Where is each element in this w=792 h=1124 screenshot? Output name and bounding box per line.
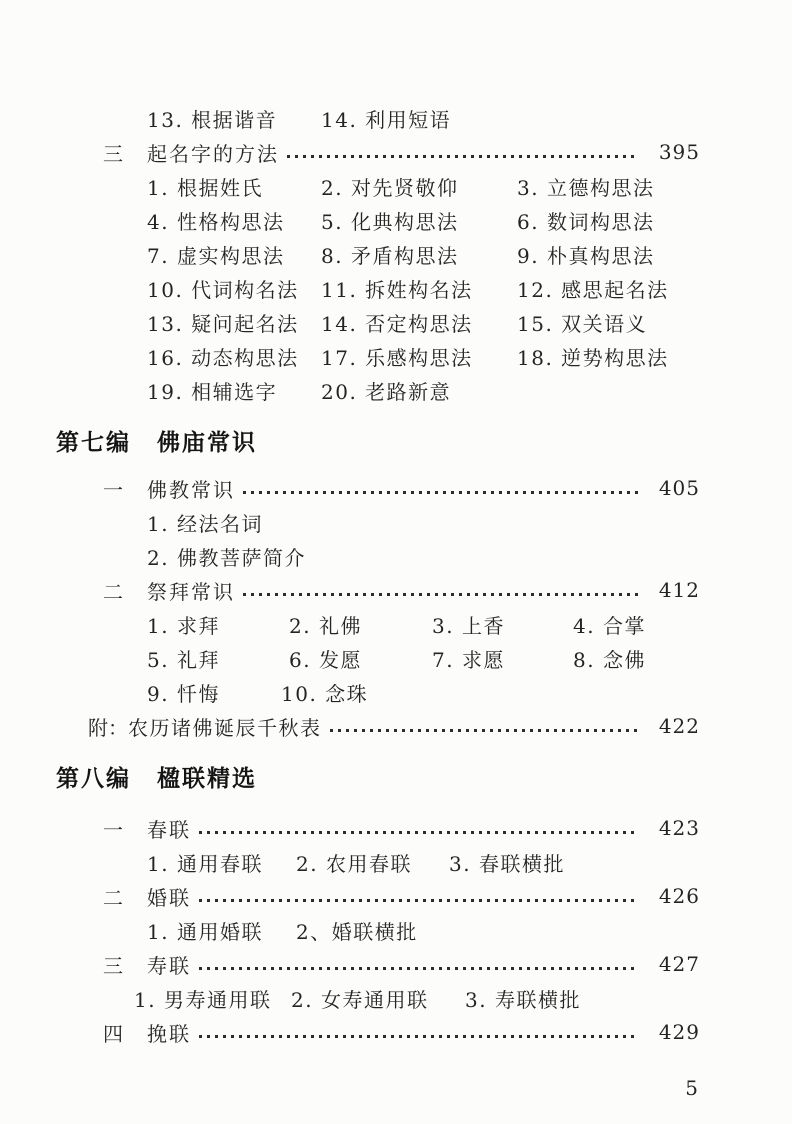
- chapter-heading: [0, 761, 792, 791]
- toc-entry-page-number: 412: [658, 578, 700, 602]
- toc-sub-item: 15. 双关语义: [517, 311, 648, 336]
- toc-sub-item: 3. 寿联横批: [465, 987, 581, 1012]
- toc-sub-items-row: [0, 539, 792, 573]
- dotted-leader: [199, 831, 638, 834]
- toc-sub-item: 12. 感思起名法: [517, 277, 669, 302]
- toc-sub-item: 19. 相辅选字: [147, 379, 278, 404]
- chapter-title: 佛庙常识: [157, 428, 257, 455]
- toc-sub-item: 10. 念珠: [281, 681, 369, 706]
- dotted-leader: [199, 1035, 638, 1038]
- toc-sub-item: 8. 矛盾构思法: [321, 243, 459, 268]
- toc-sub-item: 10. 代词构名法: [147, 277, 299, 302]
- chapter-title: 楹联精选: [157, 764, 257, 791]
- toc-sub-item: 5. 化典构思法: [321, 209, 459, 234]
- toc-sub-item: 20. 老路新意: [321, 379, 452, 404]
- toc-sub-item: 2. 礼佛: [289, 613, 362, 638]
- toc-sub-items-row: [0, 339, 792, 373]
- toc-sub-items-row: [0, 101, 792, 135]
- toc-entry-marker: 一: [103, 817, 123, 842]
- toc-sub-items-row: [0, 505, 792, 539]
- toc-sub-item: 2. 对先贤敬仰: [321, 175, 459, 200]
- dotted-leader: [199, 899, 638, 902]
- toc-sub-item: 16. 动态构思法: [147, 345, 299, 370]
- toc-entry: [0, 947, 792, 981]
- toc-entry-page-number: 426: [658, 884, 700, 908]
- toc-sub-item: 2. 农用春联: [296, 851, 412, 876]
- chapter-number: 第八编: [56, 764, 131, 791]
- toc-sub-items-row: [0, 913, 792, 947]
- toc-sub-item: 3. 上香: [432, 613, 505, 638]
- toc-sub-items-row: [0, 169, 792, 203]
- toc-entry-page-number: 395: [658, 140, 700, 164]
- toc-entry-marker: 二: [103, 579, 123, 604]
- toc-sub-items-row: [0, 203, 792, 237]
- toc-sub-item: 6. 数词构思法: [517, 209, 655, 234]
- toc-entry-title: 婚联: [147, 885, 191, 910]
- toc-entry: [0, 811, 792, 845]
- toc-entry-page-number: 429: [658, 1020, 700, 1044]
- toc-entry-marker: 三: [103, 141, 123, 166]
- toc-sub-item: 13. 疑问起名法: [147, 311, 299, 336]
- toc-sub-item: 14. 利用短语: [321, 107, 452, 132]
- toc-sub-item: 3. 春联横批: [449, 851, 565, 876]
- toc-entry-title: 挽联: [147, 1021, 191, 1046]
- toc-sub-items-row: [0, 981, 792, 1015]
- toc-sub-item: 1. 经法名词: [147, 511, 263, 536]
- dotted-leader: [243, 491, 638, 494]
- toc-appendix-entry: [0, 709, 792, 743]
- toc-sub-items-row: [0, 845, 792, 879]
- toc-entry-title: 祭拜常识: [147, 579, 235, 604]
- toc-sub-item: 4. 合掌: [573, 613, 646, 638]
- toc-entry-page-number: 405: [658, 476, 700, 500]
- toc-sub-item: 11. 拆姓构名法: [321, 277, 473, 302]
- dotted-leader: [287, 155, 638, 158]
- toc-sub-item: 18. 逆势构思法: [517, 345, 669, 370]
- toc-sub-items-row: [0, 641, 792, 675]
- toc-entry-title: 农历诸佛诞辰千秋表: [128, 715, 322, 740]
- chapter-heading: [0, 425, 792, 455]
- toc-entry-marker: 二: [103, 885, 123, 910]
- dotted-leader: [199, 967, 638, 970]
- toc-sub-item: 2. 佛教菩萨简介: [147, 545, 306, 570]
- toc-sub-items-row: [0, 373, 792, 407]
- toc-entry: [0, 879, 792, 913]
- toc-entry-title: 起名字的方法: [147, 141, 279, 166]
- toc-entry-page-number: 422: [658, 714, 700, 738]
- page-number-footer: 5: [685, 1076, 698, 1100]
- toc-sub-item: 1. 通用春联: [147, 851, 263, 876]
- toc-sub-item: 1. 根据姓氏: [147, 175, 263, 200]
- toc-entry-title: 春联: [147, 817, 191, 842]
- toc-entry: [0, 471, 792, 505]
- toc-sub-item: 5. 礼拜: [147, 647, 220, 672]
- toc-entry-page-number: 423: [658, 816, 700, 840]
- table-of-contents: [0, 101, 792, 1049]
- toc-entry-title: 寿联: [147, 953, 191, 978]
- toc-sub-item: 3. 立德构思法: [517, 175, 655, 200]
- toc-sub-item: 1. 男寿通用联: [134, 987, 272, 1012]
- toc-sub-item: 9. 朴真构思法: [517, 243, 655, 268]
- toc-sub-item: 8. 念佛: [573, 647, 646, 672]
- toc-sub-item: 4. 性格构思法: [147, 209, 285, 234]
- toc-sub-item: 2. 女寿通用联: [291, 987, 429, 1012]
- appendix-marker: 附：: [88, 715, 128, 740]
- toc-sub-item: 13. 根据谐音: [147, 107, 278, 132]
- toc-sub-item: 9. 忏悔: [147, 681, 220, 706]
- toc-entry-title: 佛教常识: [147, 477, 235, 502]
- toc-sub-items-row: [0, 675, 792, 709]
- toc-sub-item: 2、婚联横批: [296, 919, 418, 944]
- toc-sub-item: 6. 发愿: [289, 647, 362, 672]
- toc-sub-items-row: [0, 607, 792, 641]
- dotted-leader: [330, 729, 639, 732]
- toc-sub-item: 7. 虚实构思法: [147, 243, 285, 268]
- toc-sub-item: 1. 求拜: [147, 613, 220, 638]
- chapter-number: 第七编: [56, 428, 131, 455]
- toc-sub-item: 17. 乐感构思法: [321, 345, 473, 370]
- toc-sub-item: 1. 通用婚联: [147, 919, 263, 944]
- toc-entry-marker: 三: [103, 953, 123, 978]
- toc-entry-marker: 四: [103, 1021, 123, 1046]
- toc-entry: [0, 135, 792, 169]
- toc-sub-item: 14. 否定构思法: [321, 311, 473, 336]
- toc-entry-page-number: 427: [658, 952, 700, 976]
- dotted-leader: [243, 593, 638, 596]
- toc-sub-items-row: [0, 237, 792, 271]
- toc-sub-items-row: [0, 271, 792, 305]
- toc-entry-marker: 一: [103, 477, 123, 502]
- toc-sub-items-row: [0, 305, 792, 339]
- toc-entry: [0, 573, 792, 607]
- toc-sub-item: 7. 求愿: [432, 647, 505, 672]
- toc-entry: [0, 1015, 792, 1049]
